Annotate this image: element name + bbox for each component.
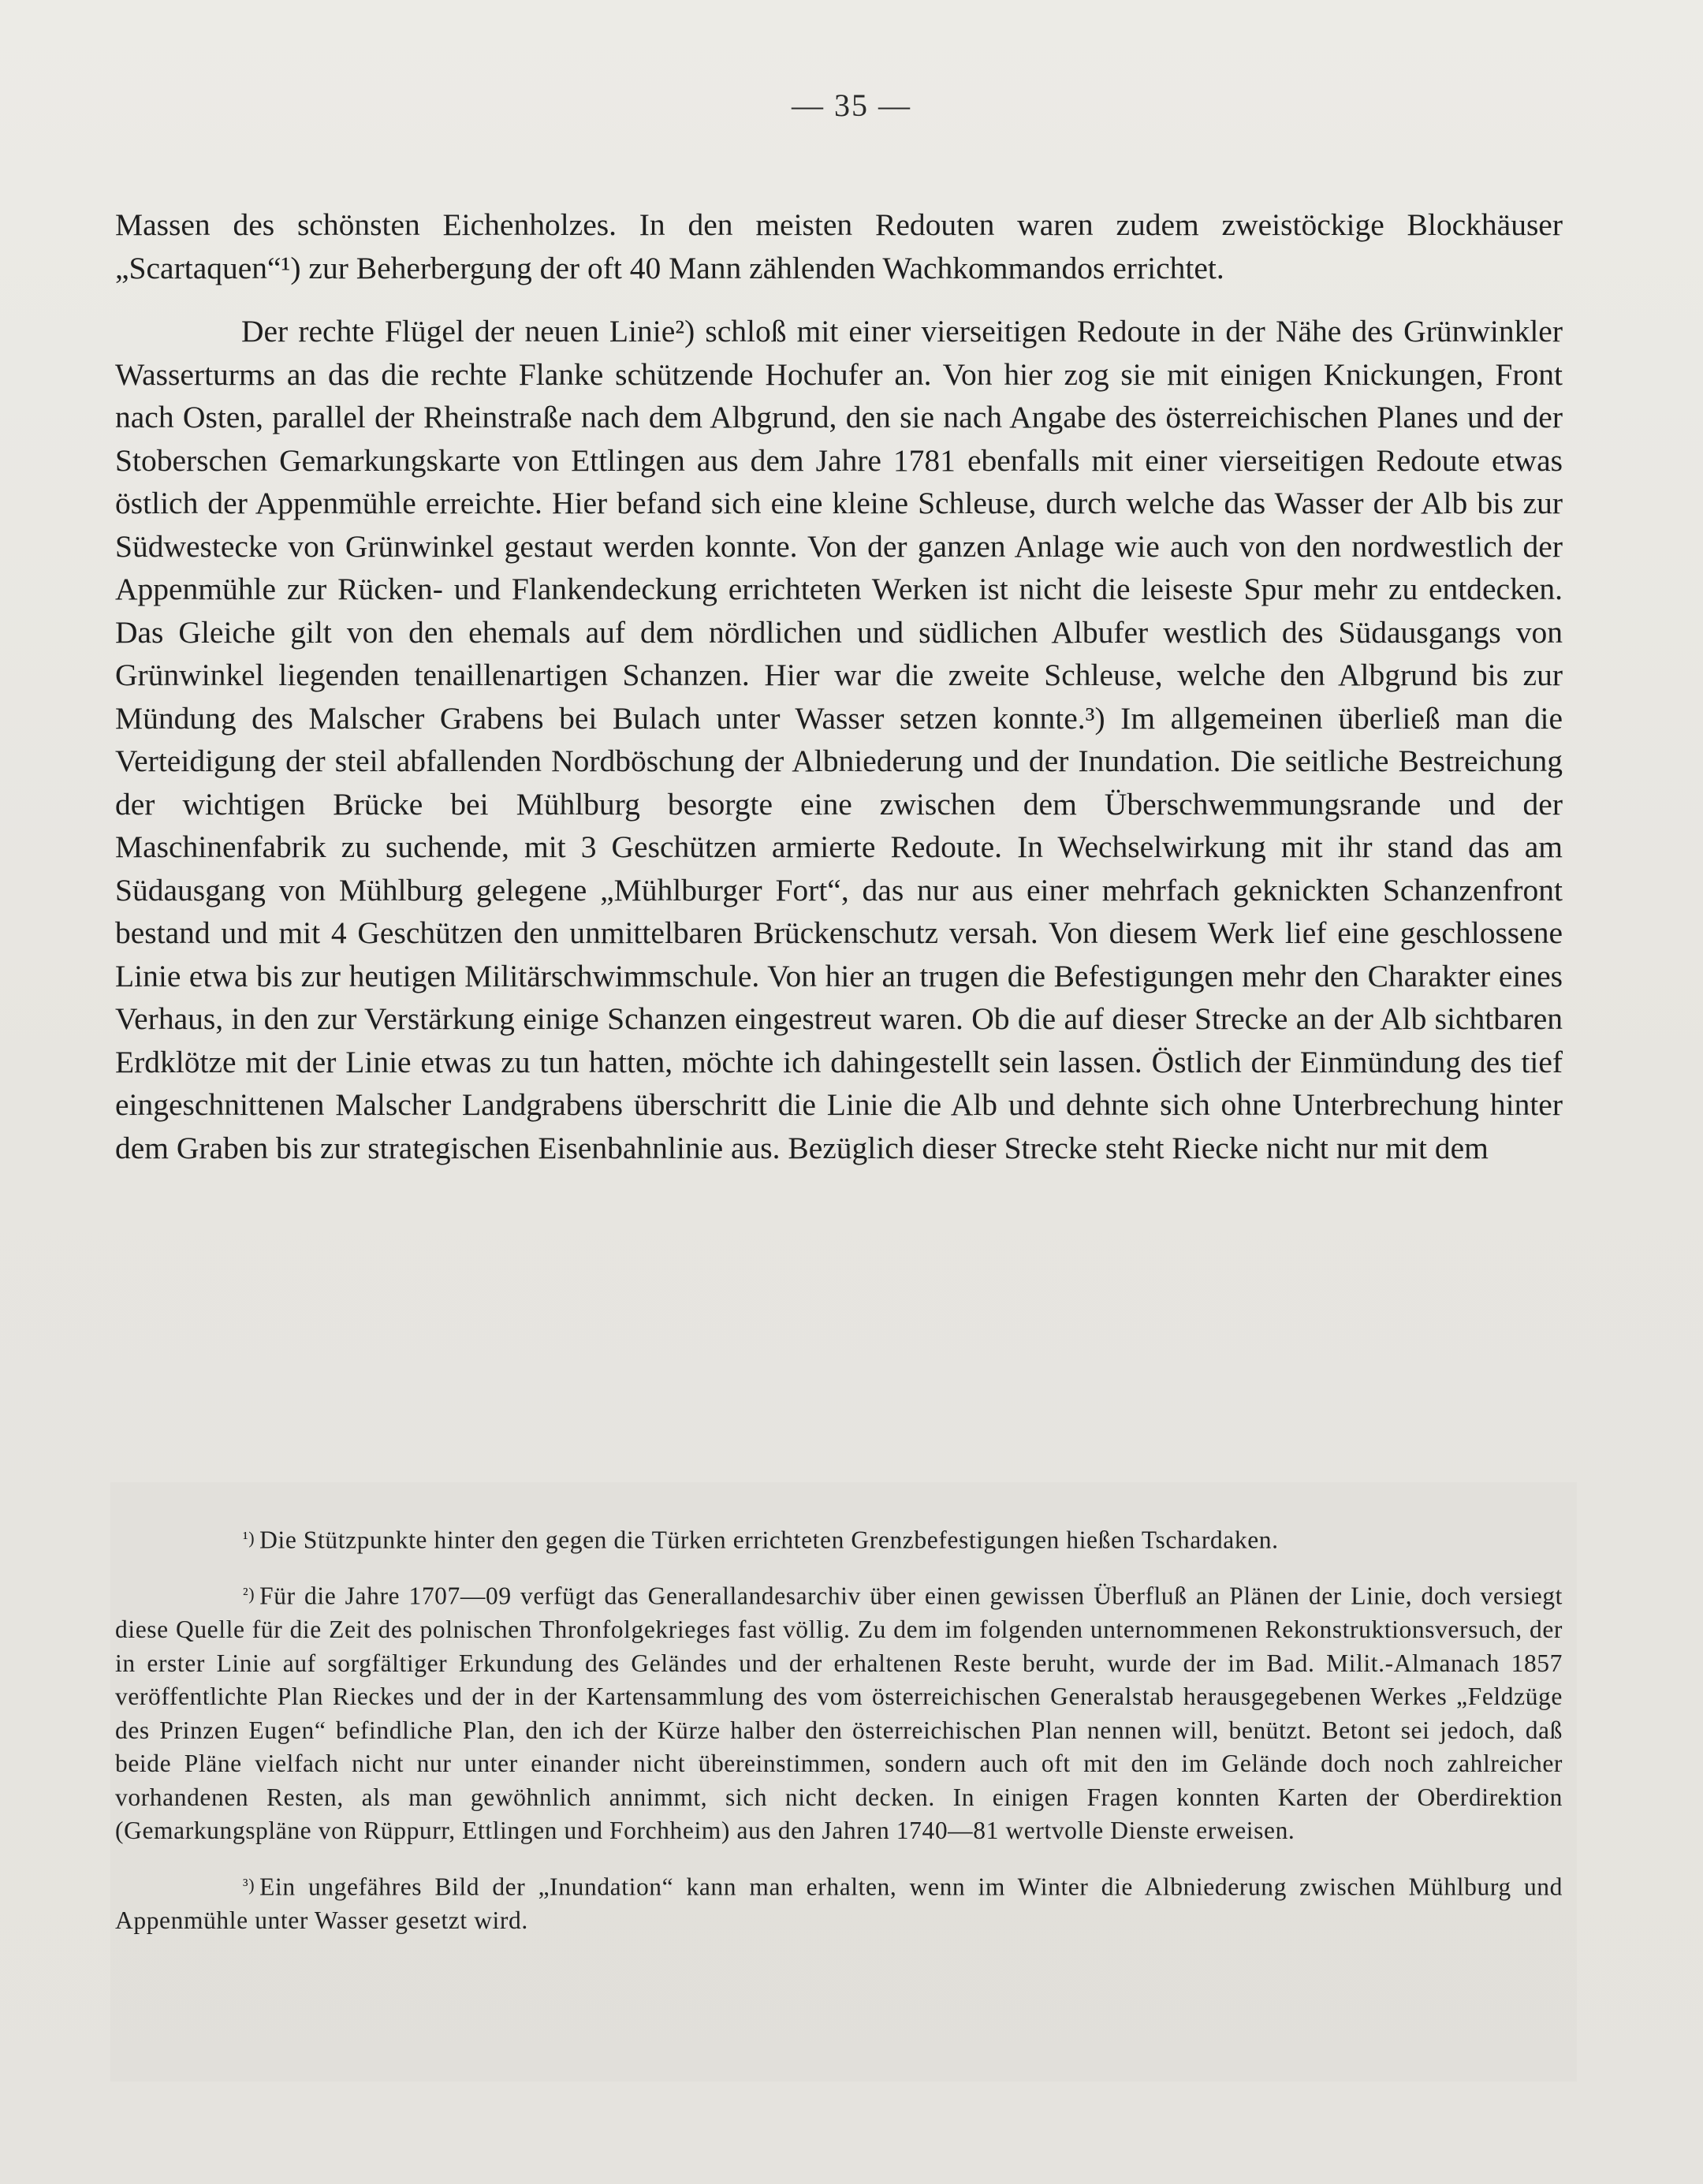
footnote-mark: ³) <box>243 1874 255 1895</box>
footnote-mark: ¹) <box>243 1528 255 1548</box>
footnote-1 <box>115 1522 1563 1557</box>
footnote-text: Die Stützpunkte hinter den gegen die Türken errichteten Grenzbefestigungen hießen Tschardaken. <box>259 1526 1279 1554</box>
footnote-2 <box>115 1578 1563 1848</box>
paragraph-2: Der rechte Flügel der neuen Linie²) schloß mit einer vierseitigen Redoute in der Nähe des Grünwinkler Wasserturms an das die rechte Flanke schützende Hochufer an. Von hier zog sie mit einigen Knickungen, Front nach Osten, parallel der Rheinstraße nach dem Albgrund, den sie nach Angabe des österreichischen Planes und der Stoberschen Gemarkungskarte von Ettlingen aus dem Jahre 1781 ebenfalls mit einer vierseitigen Redoute etwas östlich der Appenmühle erreichte. Hier befand sich eine kleine Schleuse, durch welche das Wasser der Alb bis zur Südwestecke von Grünwinkel gestaut werden konnte. Von der ganzen Anlage wie auch von den nordwestlich der Appenmühle zur Rücken- und Flankendeckung errichteten Werken ist nicht die leiseste Spur mehr zu entdecken. Das Gleiche gilt von den ehemals auf dem nördlichen und südlichen Albufer westlich des Südausgangs von Grünwinkel liegenden tenaillenartigen Schanzen. Hier war die zweite Schleuse, welche den Albgrund bis zur Mündung des Malscher Grabens bei Bulach unter Wasser setzen konnte.³) Im allgemeinen überließ man die Verteidigung der steil abfallenden Nordböschung der Albniederung und der Inundation. Die seitliche Bestreichung der wichtigen Brücke bei Mühlburg besorgte eine zwischen dem Überschwemmungsrande und der Maschinenfabrik zu suchende, mit 3 Geschützen armierte Redoute. In Wechselwirkung mit ihr stand das am Südausgang von Mühlburg gelegene „Mühlburger Fort“, das nur aus einer mehrfach geknickten Schanzenfront bestand und mit 4 Geschützen den unmittelbaren Brückenschutz versah. Von diesem Werk lief eine geschlossene Linie etwa bis zur heutigen Militärschwimmschule. Von hier an trugen die Befestigungen mehr den Charakter eines Verhaus, in den zur Verstärkung einige Schanzen eingestreut waren. Ob die auf dieser Strecke an der Alb sichtbaren Erdklötze mit der Linie etwas zu tun hatten, möchte ich dahingestellt sein lassen. Östlich der Einmündung des tief eingeschnittenen Malscher Landgrabens überschritt die Linie die Alb und dehnte sich ohne Unterbrechung hinter dem Graben bis zur strategischen Eisenbahnlinie aus. Bezüglich dieser Strecke steht Riecke nicht nur mit dem <box>115 314 1563 1165</box>
footnote-3 <box>115 1869 1563 1938</box>
footnote-mark: ²) <box>243 1584 255 1604</box>
footnote-text: Für die Jahre 1707—09 verfügt das Generallandesarchiv über einen gewissen Überfluß an Plänen der Linie, doch versiegt diese Quelle für die Zeit des polnischen Thronfolgekrieges fast völlig. Zu dem im folgenden unternommenen Rekonstruktionsversuch, der in erster Linie auf sorgfältiger Erkundung des Geländes und der erhaltenen Reste beruht, wurde der im Bad. Milit.-Almanach 1857 veröffentlichte Plan Rieckes und der in der Kartensammlung des vom österreichischen Generalstab herausgegebenen Werkes „Feldzüge des Prinzen Eugen“ befindliche Plan, den ich der Kürze halber den österreichischen Plan nennen will, benützt. Betont sei jedoch, daß beide Pläne vielfach nicht nur unter einander nicht übereinstimmen, sondern auch oft mit den im Gelände doch noch zahlreicher vorhandenen Resten, als man gewöhnlich annimmt, sich nicht decken. In einigen Fragen konnten Karten der Oberdirektion (Gemarkungspläne von Rüppurr, Ettlingen und Forchheim) aus den Jahren 1740—81 wertvolle Dienste erweisen. <box>115 1582 1563 1844</box>
paragraph-1: Massen des schönsten Eichenholzes. In den meisten Redouten waren zudem zweistöckige Blockhäuser „Scartaquen“¹) zur Beherbergung der oft 40 Mann zählenden Wachkommandos errichtet. <box>115 207 1563 285</box>
footnotes <box>115 1522 1563 1958</box>
body-text <box>115 203 1563 1169</box>
page-number: — 35 — <box>792 88 911 123</box>
footnote-text: Ein ungefähres Bild der „Inundation“ kann man erhalten, wenn im Winter die Albniederung zwischen Mühlburg und Appenmühle unter Wasser gesetzt wird. <box>115 1873 1563 1934</box>
